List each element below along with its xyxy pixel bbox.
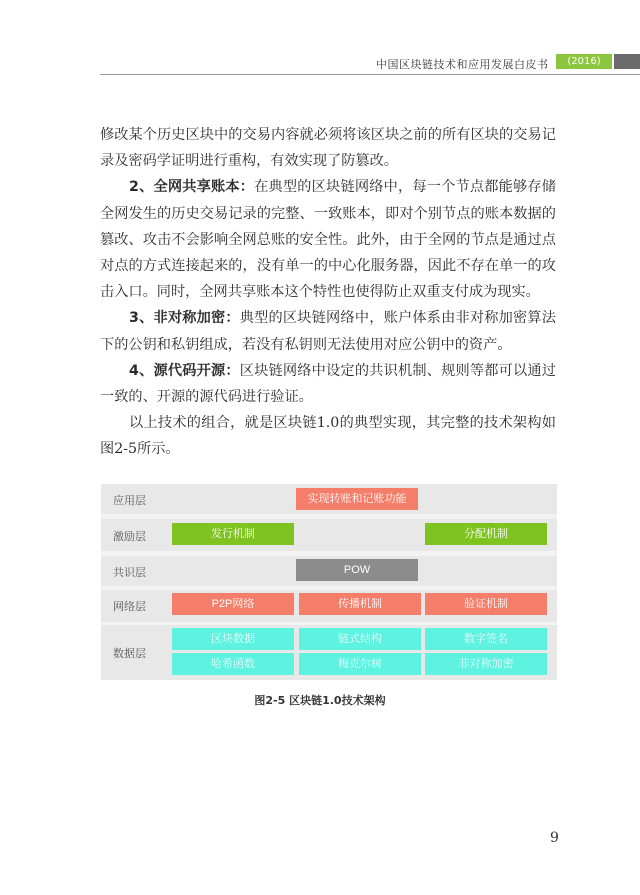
paragraph-2-text: 在典型的区块链网络中，每一个节点都能够存储全网发生的历史交易记录的完整、一致账本，即对个别节点的账本数据的篡改、攻击不会影响全网总账的安全性。此外，由于全网的节点是通过点对点的方式连接起来的，没有单一的中心化服务器，因此不存在单一的攻击入口。同时，全网共享账本这个特性也使得防止双重支付成为现实。 <box>100 179 556 301</box>
consensus-pow-item: POW <box>296 559 418 581</box>
body-text <box>100 122 556 463</box>
application-layer-label: 应用层 <box>113 495 146 507</box>
page-number: 9 <box>550 830 559 846</box>
data-chain-structure-item: 链式结构 <box>299 628 421 650</box>
paragraph-2 <box>100 174 556 305</box>
figure-caption: 图2-5 区块链1.0技术架构 <box>254 694 386 707</box>
header-rule <box>100 74 640 75</box>
incentive-distribution-item: 分配机制 <box>425 523 547 545</box>
incentive-layer-label: 激励层 <box>113 531 146 543</box>
paragraph-4 <box>100 358 556 410</box>
incentive-issue-item: 发行机制 <box>172 523 294 545</box>
paragraph-4-heading: 4、源代码开源： <box>129 362 240 379</box>
data-asymmetric-encryption-item: 非对称加密 <box>425 653 547 675</box>
network-validation-item: 验证机制 <box>425 593 547 615</box>
header-title: 中国区块链技术和应用发展白皮书 <box>376 58 549 71</box>
header-tab-marker <box>614 54 640 69</box>
paragraph-4-text: 区块链网络中设定的共识机制、规则等都可以通过一致的、开源的源代码进行验证。 <box>100 362 556 406</box>
architecture-diagram <box>101 484 557 680</box>
data-hash-item: 哈希函数 <box>172 653 294 675</box>
paragraph-5: 以上技术的组合，就是区块链1.0的典型实现，其完整的技术架构如图2-5所示。 <box>100 415 556 458</box>
data-signature-item: 数字签名 <box>425 628 547 650</box>
application-layer-item: 实现转账和记账功能 <box>296 488 418 510</box>
paragraph-3-text: 典型的区块链网络中，账户体系由非对称加密算法下的公钥和私钥组成，若没有私钥则无法使用对应公钥中的资产。 <box>100 310 556 353</box>
network-p2p-item: P2P网络 <box>172 593 294 615</box>
consensus-layer-label: 共识层 <box>113 567 146 579</box>
paragraph-1: 修改某个历史区块中的交易内容就必须将该区块之前的所有区块的交易记录及密码学证明进行重构，有效实现了防篡改。 <box>100 127 556 170</box>
paragraph-3-heading: 3、非对称加密： <box>129 310 240 327</box>
paragraph-2-heading: 2、全网共享账本： <box>129 179 255 196</box>
data-merkle-tree-item: 梅克尔树 <box>299 653 421 675</box>
network-layer-label: 网络层 <box>113 601 146 613</box>
network-propagation-item: 传播机制 <box>299 593 421 615</box>
paragraph-3 <box>100 305 556 357</box>
data-block-item: 区块数据 <box>172 628 294 650</box>
header-year-badge: (2016) <box>556 54 612 69</box>
data-layer-label: 数据层 <box>113 648 146 660</box>
